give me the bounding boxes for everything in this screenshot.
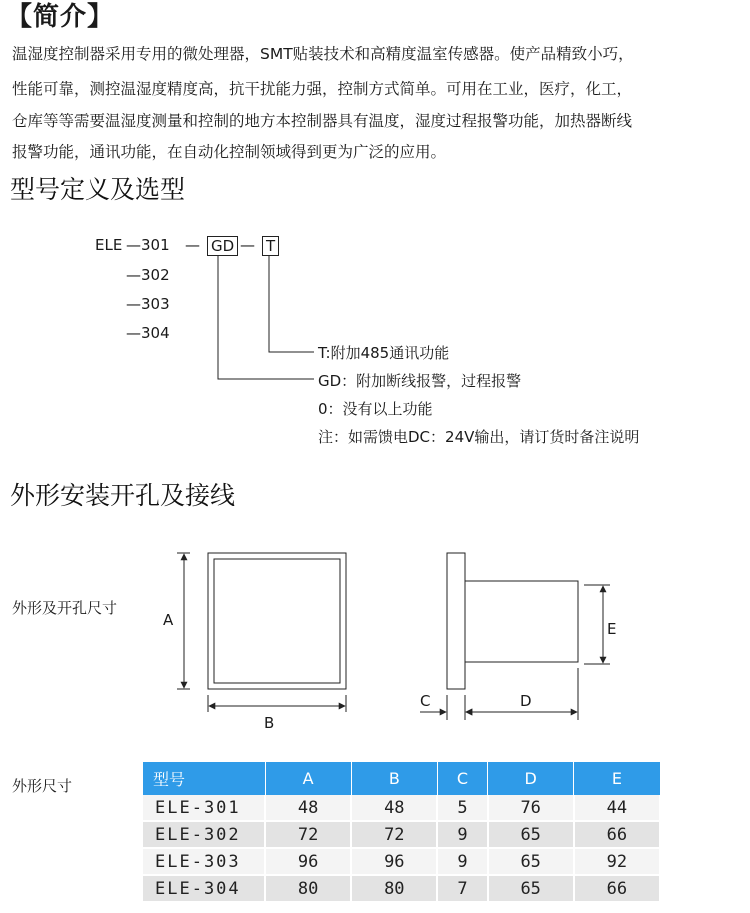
- model-code-303: —303: [126, 295, 170, 313]
- intro-line-4: 报警功能，通讯功能，在自动化控制领域得到更为广泛的应用。: [12, 143, 447, 161]
- model-code-301: —301: [126, 236, 170, 254]
- header-c: C: [437, 762, 487, 795]
- intro-line-1: 温湿度控制器采用专用的微处理器，SMT贴装技术和高精度温室传感器。使产品精致小巧，: [12, 45, 634, 63]
- cell-d: 65: [488, 875, 574, 902]
- cell-e: 66: [574, 821, 660, 848]
- dim-label-b: B: [264, 714, 275, 732]
- header-e: E: [574, 762, 660, 795]
- option-note: 注：如需馈电DC：24V输出，请订货时备注说明: [318, 428, 640, 446]
- side-view: [420, 553, 610, 720]
- model-prefix: ELE: [95, 236, 123, 254]
- header-d: D: [488, 762, 574, 795]
- dim-label-d: D: [520, 692, 532, 710]
- dim-label-c: C: [420, 692, 431, 710]
- option-desc-gd: GD：附加断线报警，过程报警: [318, 372, 522, 390]
- model-code-304: —304: [126, 324, 170, 342]
- model-code-302: —302: [126, 266, 170, 284]
- header-b: B: [351, 762, 437, 795]
- cell-b: 80: [351, 875, 437, 902]
- cell-d: 65: [488, 821, 574, 848]
- cell-e: 44: [574, 795, 660, 821]
- cell-model: ELE-302: [143, 821, 265, 848]
- cell-e: 92: [574, 848, 660, 875]
- table-row: [143, 848, 660, 875]
- install-section-heading: 外形安装开孔及接线: [10, 481, 236, 510]
- intro-line-2: 性能可靠，测控温湿度精度高，抗干扰能力强，控制方式简单。可用在工业，医疗，化工，: [12, 80, 633, 98]
- table-row: [143, 875, 660, 902]
- model-dash-1: —: [185, 236, 200, 254]
- model-dash-2: —: [240, 236, 255, 254]
- model-section-heading: 型号定义及选型: [10, 175, 186, 204]
- cell-model: ELE-301: [143, 795, 265, 821]
- option-box-t: T: [262, 236, 279, 256]
- cell-a: 72: [265, 821, 351, 848]
- dim-label-a: A: [163, 611, 174, 629]
- cell-d: 65: [488, 848, 574, 875]
- option-desc-0: 0：没有以上功能: [318, 400, 433, 418]
- cell-d: 76: [488, 795, 574, 821]
- cell-a: 80: [265, 875, 351, 902]
- cell-b: 72: [351, 821, 437, 848]
- intro-line-3: 仓库等等需要温湿度测量和控制的地方本控制器具有温度，湿度过程报警功能，加热器断线: [12, 112, 633, 130]
- cell-b: 48: [351, 795, 437, 821]
- cell-a: 96: [265, 848, 351, 875]
- header-model: 型号: [143, 762, 265, 795]
- option-box-gd: GD: [207, 236, 238, 256]
- front-view: [177, 553, 346, 712]
- table-label: 外形尺寸: [12, 777, 73, 795]
- cell-c: 5: [437, 795, 487, 821]
- table-row: [143, 821, 660, 848]
- cell-b: 96: [351, 848, 437, 875]
- header-a: A: [265, 762, 351, 795]
- cell-e: 66: [574, 875, 660, 902]
- cell-c: 9: [437, 821, 487, 848]
- intro-heading: 【简介】: [6, 2, 115, 32]
- dimension-table: [143, 762, 661, 903]
- cell-a: 48: [265, 795, 351, 821]
- cell-model: ELE-303: [143, 848, 265, 875]
- cell-model: ELE-304: [143, 875, 265, 902]
- shape-label: 外形及开孔尺寸: [12, 599, 118, 617]
- table-header-row: [143, 762, 660, 795]
- dim-label-e: E: [607, 620, 617, 638]
- cell-c: 7: [437, 875, 487, 902]
- table-row: [143, 795, 660, 821]
- dimension-drawing: [0, 530, 750, 740]
- option-desc-t: T:附加485通讯功能: [318, 344, 450, 362]
- cell-c: 9: [437, 848, 487, 875]
